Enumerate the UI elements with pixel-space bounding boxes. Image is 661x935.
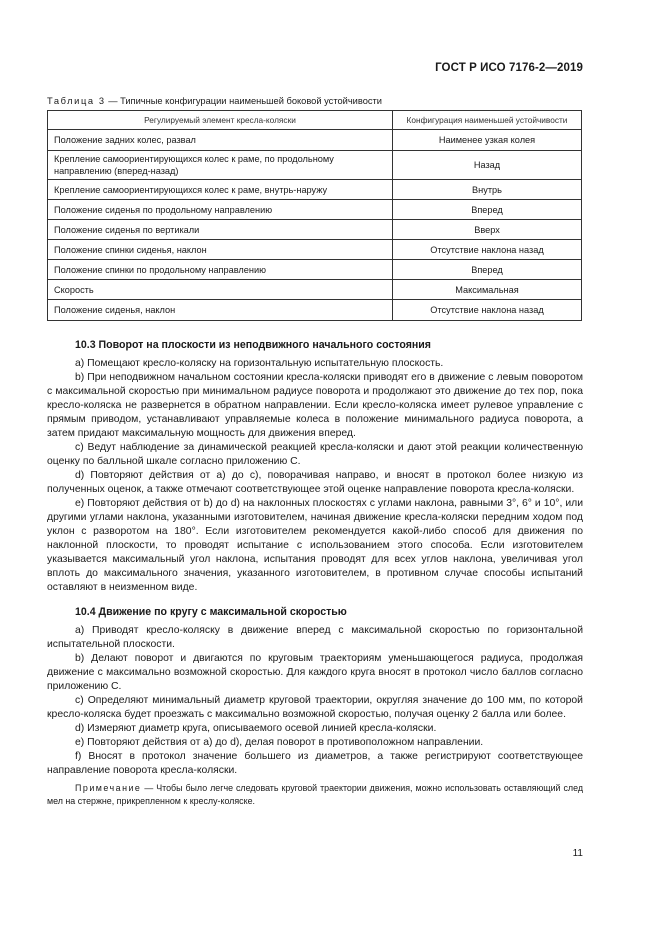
table-cell-element: Положение сиденья, наклон xyxy=(48,300,393,321)
section-10-3-item-e: e) Повторяют действия от b) до d) на наклонных плоскостях с углами наклона, равными 3°, 6° и 10°, или другими углами наклона, указанными изготовителем, начиная движение кресла-коляски передним ходом под уклон с разворотом на 180°. Если изготовителем рекомендуется какой-либо способ для движения по наклонной плоскости, то проводят испытание с использованием этого способа. Если изготовителем указывается максимальный угол наклона, испытания проводят для всех углов наклона, увеличивая угол вплоть до максимального значения, указанного изготовителем, в противном случае способы испытаний оставляют в неизменном виде. xyxy=(47,498,583,593)
table-cell-configuration: Отсутствие наклона назад xyxy=(393,300,582,321)
main-content xyxy=(47,338,583,808)
table-cell-element: Крепление самоориентирующихся колес к раме, по продольному направлению (вперед-назад) xyxy=(48,151,393,180)
section-10-4-heading: 10.4 Движение по кругу с максимальной скоростью xyxy=(75,606,347,618)
table-header-row xyxy=(48,111,582,130)
configuration-table xyxy=(47,110,582,321)
table-cell-element: Положение спинки по продольному направлению xyxy=(48,260,393,280)
table-caption-text: — Типичные конфигурации наименьшей боковой устойчивости xyxy=(105,96,382,106)
table-cell-element: Положение сиденья по вертикали xyxy=(48,220,393,240)
table-cell-element: Положение сиденья по продольному направлению xyxy=(48,200,393,220)
section-10-4-item-b: b) Делают поворот и двигаются по круговым траекториям уменьшающегося радиуса, продолжая движение с максимально возможной скоростью. Для каждого круга вносят в протокол число баллов согласно приложению С. xyxy=(47,653,583,692)
section-10-4-item-d: d) Измеряют диаметр круга, описываемого осевой линией кресла-коляски. xyxy=(75,723,437,734)
table-caption-label: Таблица 3 xyxy=(47,96,106,106)
section-10-4-item-f: f) Вносят в протокол значение большего из диаметров, а также регистрируют соответствующее направление поворота кресла-коляски. xyxy=(47,751,583,776)
table-cell-configuration: Вперед xyxy=(393,260,582,280)
note-label: Примечание xyxy=(75,783,142,793)
table-cell-element: Скорость xyxy=(48,280,393,300)
note xyxy=(47,782,583,808)
section-10-4-item-a: a) Приводят кресло-коляску в движение вперед с максимальной скоростью по горизонтальной испытательной плоскости. xyxy=(47,625,583,650)
table-row xyxy=(48,151,582,180)
table-caption xyxy=(47,96,382,106)
section-10-3-item-b: b) При неподвижном начальном состоянии кресла-коляски приводят его в движение с левым поворотом с максимальной скоростью при минимальном радиусе поворота и продолжают это движение до тех пор, пока кресло-коляска не развернется в обратном направлении. Если кресло-коляска имеет рулевое управление с прямым приводом, устанавливают управляемые колеса в положение минимального радиуса поворота, а затем придают максимальную мощность для движения вперед. xyxy=(47,372,583,439)
page-number: 11 xyxy=(572,848,583,859)
table-cell-configuration: Вверх xyxy=(393,220,582,240)
table-row xyxy=(48,130,582,151)
section-10-4-item-e: e) Повторяют действия от а) до d), делая поворот в противоположном направлении. xyxy=(75,737,484,748)
table-row xyxy=(48,280,582,300)
table-header-element: Регулируемый элемент кресла-коляски xyxy=(48,111,393,130)
section-10-3-item-d: d) Повторяют действия от а) до с), поворачивая направо, и вносят в протокол более низкую из полученных оценок, а также отмечают соответствующее этой оценке направление поворота кресла-коляски. xyxy=(47,470,583,495)
table-cell-configuration: Назад xyxy=(393,151,582,180)
table-row xyxy=(48,300,582,321)
table-row xyxy=(48,220,582,240)
table-cell-element: Положение задних колес, развал xyxy=(48,130,393,151)
section-10-3-heading: 10.3 Поворот на плоскости из неподвижного начального состояния xyxy=(75,339,431,351)
section-spacer xyxy=(47,595,583,605)
section-10-4-item-c: c) Определяют минимальный диаметр круговой траектории, округляя значение до 100 мм, по которой кресло-коляска будет проезжать с максимально возможной скоростью, получая оценку 2 балла или более. xyxy=(47,695,583,720)
table-cell-configuration: Вперед xyxy=(393,200,582,220)
table-cell-element: Крепление самоориентирующихся колес к раме, внутрь-наружу xyxy=(48,180,393,200)
table-row xyxy=(48,240,582,260)
table-cell-configuration: Внутрь xyxy=(393,180,582,200)
table-cell-element: Положение спинки сиденья, наклон xyxy=(48,240,393,260)
table-header-configuration: Конфигурация наименьшей устойчивости xyxy=(393,111,582,130)
table-cell-configuration: Наименее узкая колея xyxy=(393,130,582,151)
table-row xyxy=(48,180,582,200)
document-code: ГОСТ Р ИСО 7176-2—2019 xyxy=(435,62,583,74)
section-10-3-item-c: c) Ведут наблюдение за динамической реакцией кресла-коляски и дают этой реакции количественную оценку по балльной шкале согласно приложению С. xyxy=(47,442,583,467)
table-cell-configuration: Максимальная xyxy=(393,280,582,300)
table-row xyxy=(48,260,582,280)
table-row xyxy=(48,200,582,220)
table-cell-configuration: Отсутствие наклона назад xyxy=(393,240,582,260)
section-10-3-item-a: a) Помещают кресло-коляску на горизонтальную испытательную плоскость. xyxy=(75,358,444,369)
note-text: — Чтобы было легче следовать круговой траектории движения, можно использовать оставляющий след мел на стержне, прикрепленном к креслу-коляске. xyxy=(47,783,583,806)
